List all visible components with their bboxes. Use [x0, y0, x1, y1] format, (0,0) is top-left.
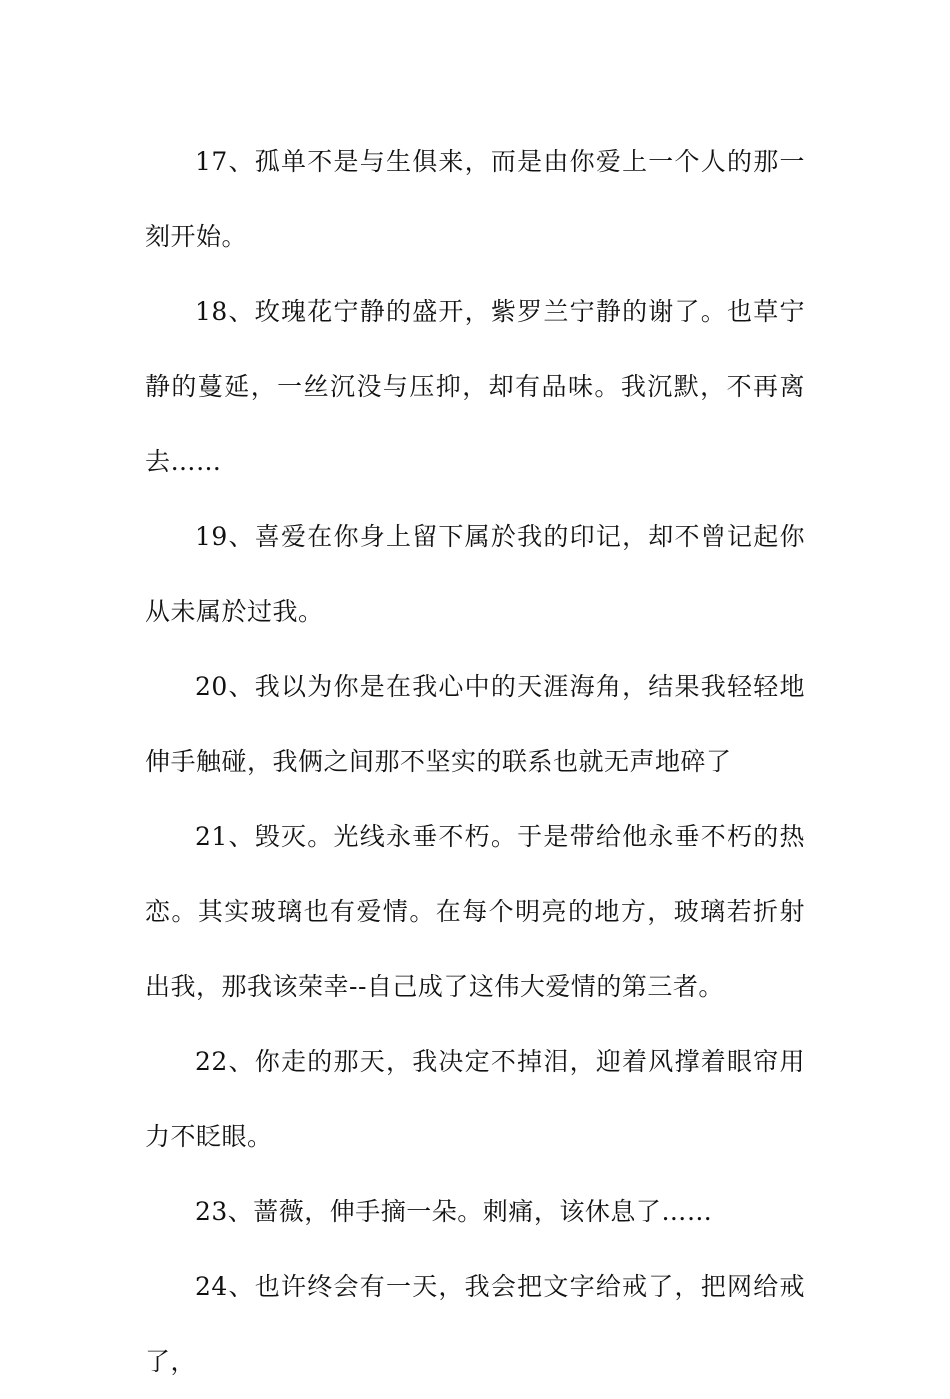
paragraph-22: 22、你走的那天，我决定不掉泪，迎着风撑着眼帘用力不眨眼。: [145, 1047, 805, 1151]
paragraph-17: 17、孤单不是与生俱来，而是由你爱上一个人的那一刻开始。: [145, 147, 805, 251]
paragraph-19: 19、喜爱在你身上留下属於我的印记，却不曾记起你从未属於过我。: [145, 522, 805, 626]
paragraph-20: 20、我以为你是在我心中的天涯海角，结果我轻轻地伸手触碰，我俩之间那不坚实的联系也就无声地碎了: [145, 672, 805, 776]
paragraph-21: 21、毁灭。光线永垂不朽。于是带给他永垂不朽的热恋。其实玻璃也有爱情。在每个明亮的地方，玻璃若折射出我，那我该荣幸--自己成了这伟大爱情的第三者。: [145, 822, 805, 1001]
paragraph-18: 18、玫瑰花宁静的盛开，紫罗兰宁静的谢了。也草宁静的蔓延，一丝沉没与压抑，却有品味。我沉默，不再离去……: [145, 297, 805, 476]
document-body: [145, 124, 805, 1399]
paragraph-23: 23、蔷薇，伸手摘一朵。刺痛，该休息了……: [195, 1197, 713, 1226]
paragraph-24: 24、也许终会有一天，我会把文字给戒了，把网给戒了，: [145, 1272, 805, 1376]
